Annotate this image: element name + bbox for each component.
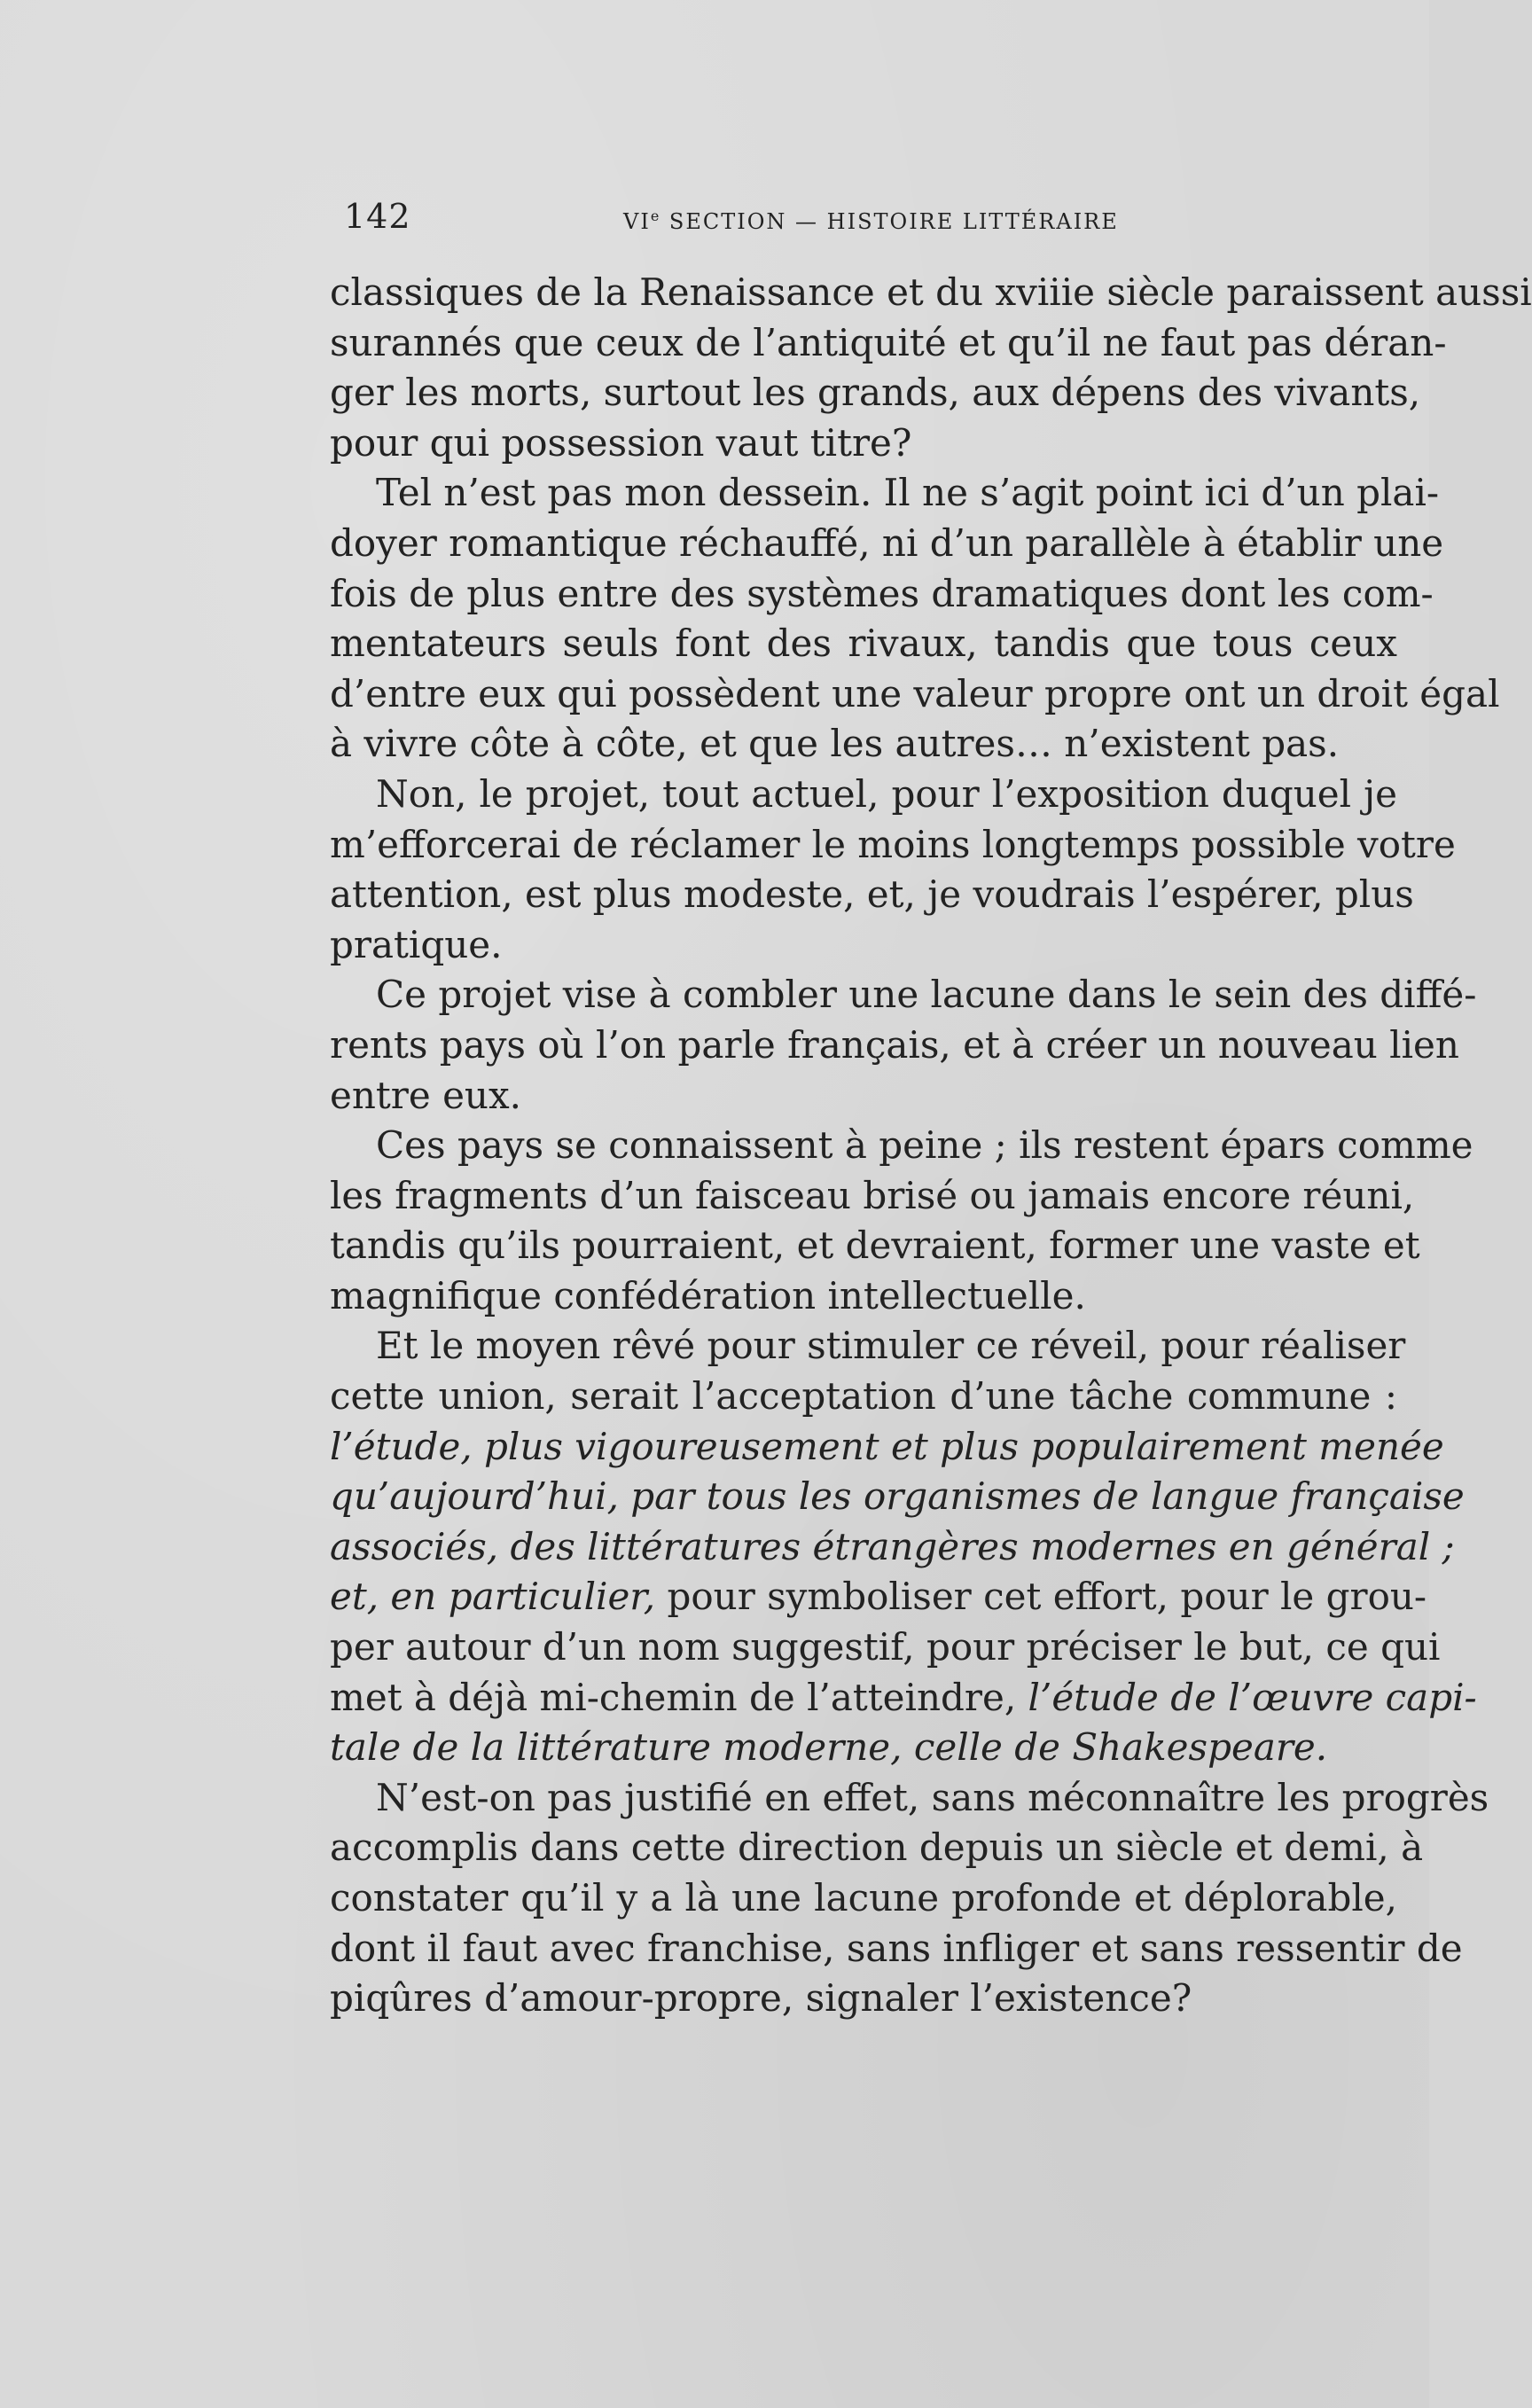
text-line: mentateurs seuls font des rivaux, tandis que tous ceux xyxy=(330,622,1397,666)
paragraph-start-line: Non, le projet, tout actuel, pour l’exposition duquel je xyxy=(376,771,1397,816)
text-line: classiques de la Renaissance et du xviiie siècle paraissent aussi xyxy=(330,270,1532,314)
italic-text-line: tale de la littérature moderne, celle de Shakespeare. xyxy=(330,1725,1328,1770)
italic-text-line: l’étude, plus vigoureusement et plus populairement menée xyxy=(330,1424,1444,1468)
mixed-text-line xyxy=(330,1572,1427,1622)
text-fragment: met à déjà mi-chemin de l’atteindre, xyxy=(330,1675,1028,1719)
text-line: piqûres d’amour-propre, signaler l’existence? xyxy=(330,1976,1192,2021)
paragraph-start-line: N’est-on pas justifié en effet, sans méconnaître les progrès xyxy=(376,1775,1489,1819)
page-number: 142 xyxy=(344,197,411,236)
text-line: constater qu’il y a là une lacune profonde et déplorable, xyxy=(330,1876,1397,1919)
text-line: dont il faut avec franchise, sans infliger et sans ressentir de xyxy=(330,1926,1463,1970)
text-fragment: pour symboliser cet effort, pour le grou- xyxy=(655,1575,1427,1619)
paragraph-start-line: Ces pays se connaissent à peine ; ils restent épars comme xyxy=(376,1123,1473,1168)
text-line: tandis qu’ils pourraient, et devraient, former une vaste et xyxy=(330,1224,1420,1268)
text-line: fois de plus entre des systèmes dramatiques dont les com- xyxy=(330,571,1434,615)
text-line: à vivre côte à côte, et que les autres… n’existent pas. xyxy=(330,722,1340,766)
text-line: les fragments d’un faisceau brisé ou jamais encore réuni, xyxy=(330,1173,1415,1217)
running-head-sup: e xyxy=(650,207,661,224)
text-line: attention, est plus modeste, et, je voudrais l’espérer, plus xyxy=(330,872,1414,917)
text-line: doyer romantique réchauffé, ni d’un parallèle à établir une xyxy=(330,520,1444,565)
text-line: accomplis dans cette direction depuis un siècle et demi, à xyxy=(330,1826,1424,1870)
text-line: surannés que ceux de l’antiquité et qu’il ne faut pas déran- xyxy=(330,320,1447,364)
text-line: ger les morts, surtout les grands, aux dépens des vivants, xyxy=(330,371,1421,415)
text-line: d’entre eux qui possèdent une valeur propre ont un droit égal xyxy=(330,671,1500,715)
page-header xyxy=(344,197,1142,250)
italic-text-line: associés, des littératures étrangères modernes en général ; xyxy=(330,1524,1455,1568)
text-line: magnifique confédération intellectuelle. xyxy=(330,1273,1086,1317)
text-line: pratique. xyxy=(330,922,503,966)
text-line: cette union, serait l’acceptation d’une tâche commune : xyxy=(330,1374,1397,1419)
text-line: m’efforcerai de réclamer le moins longtemps possible votre xyxy=(330,822,1456,866)
body-text xyxy=(330,268,1532,2024)
text-line: per autour d’un nom suggestif, pour préciser le but, ce qui xyxy=(330,1625,1441,1669)
text-line: entre eux. xyxy=(330,1073,522,1117)
paragraph-start-line: Ce projet vise à combler une lacune dans le sein des diffé- xyxy=(376,973,1477,1017)
italic-text-line: qu’aujourd’hui, par tous les organismes de langue française xyxy=(330,1474,1465,1519)
paragraph-start-line: Tel n’est pas mon dessein. Il ne s’agit point ici d’un plai- xyxy=(376,471,1440,515)
running-head-prefix: VI xyxy=(623,209,651,234)
text-line: rents pays où l’on parle français, et à créer un nouveau lien xyxy=(330,1022,1459,1067)
italic-fragment: l’étude de l’œuvre capi- xyxy=(1028,1675,1477,1719)
text-line: pour qui possession vaut titre? xyxy=(330,420,912,465)
running-head-rest: SECTION — HISTOIRE LITTÉRAIRE xyxy=(660,209,1119,234)
italic-fragment: et, en particulier, xyxy=(330,1575,656,1619)
paragraph-start-line: Et le moyen rêvé pour stimuler ce réveil, pour réaliser xyxy=(376,1324,1406,1368)
running-head xyxy=(623,207,1119,234)
mixed-text-line xyxy=(330,1673,1477,1724)
